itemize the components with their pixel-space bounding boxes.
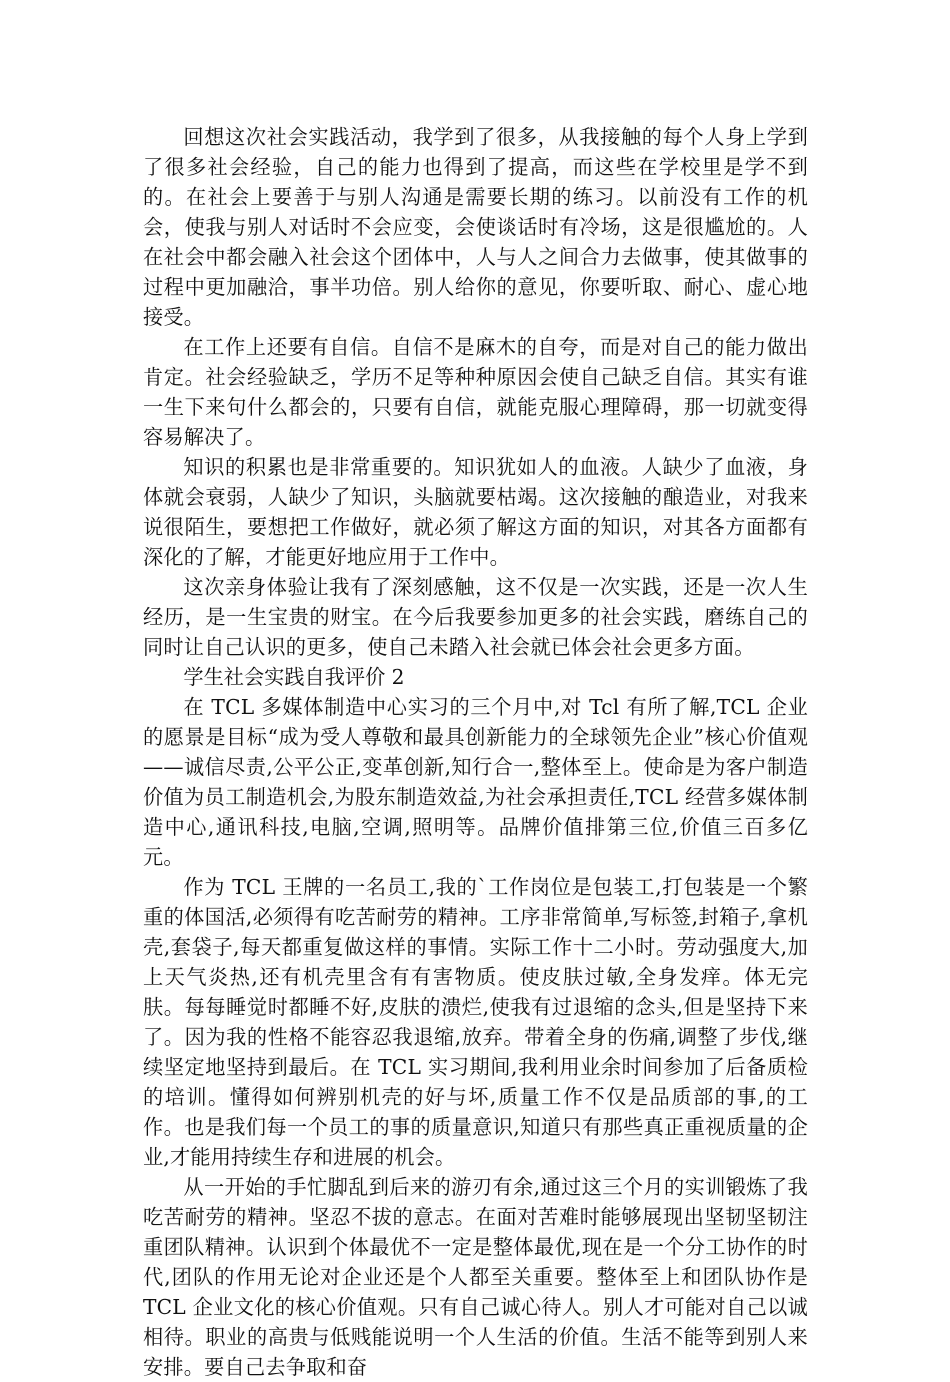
paragraph-experience: 这次亲身体验让我有了深刻感触，这不仅是一次实践，还是一次人生经历，是一生宝贵的财宝。在今后我要参加更多的社会实践，磨练自己的同时让自己认识的更多，使自己未踏入社会就已体会社会更多方面。 (143, 575, 808, 659)
paragraph-knowledge: 知识的积累也是非常重要的。知识犹如人的血液。人缺少了血液，身体就会衰弱，人缺少了知识，头脑就要枯竭。这次接触的酿造业，对我来说很陌生，要想把工作做好，就必须了解这方面的知识，对其各方面都有深化的了解，才能更好地应用于工作中。 (143, 455, 808, 569)
paragraph-confidence: 在工作上还要有自信。自信不是麻木的自夸，而是对自己的能力做出肯定。社会经验缺乏，学历不足等种种原因会使自己缺乏自信。其实有谁一生下来句什么都会的，只要有自信，就能克服心理障碍，那一切就变得容易解决了。 (143, 335, 808, 449)
section-heading: 学生社会实践自我评价 2 (183, 665, 405, 689)
paragraph-reflection: 回想这次社会实践活动，我学到了很多，从我接触的每个人身上学到了很多社会经验，自己的能力也得到了提高，而这些在学校里是学不到的。在社会上要善于与别人沟通是需要长期的练习。以前没有工作的机会，使我与别人对话时不会应变，会使谈话时有冷场，这是很尴尬的。人在社会中都会融入社会这个团体中，人与人之间合力去做事，使其做事的过程中更加融洽，事半功倍。别人给你的意见，你要听取、耐心、虚心地接受。 (143, 125, 808, 329)
paragraph-tcl-intro: 在 TCL 多媒体制造中心实习的三个月中,对 Tcl 有所了解,TCL 企业的愿景是目标“成为受人尊敬和最具创新能力的全球领先企业”核心价值观——诚信尽责,公平公正,变革创新,知行合一,整体至上。使命是为客户制造价值为员工制造机会,为股东制造效益,为社会承担责任,TCL 经营多媒体制造中心,通讯科技,电脑,空调,照明等。品牌价值排第三位,价值三百多亿元。 (143, 695, 808, 869)
paragraph-tcl-work: 作为 TCL 王牌的一名员工,我的`工作岗位是包装工,打包装是一个繁重的体国活,必须得有吃苦耐劳的精神。工序非常简单,写标签,封箱子,拿机壳,套袋子,每天都重复做这样的事情。实际工作十二小时。劳动强度大,加上天气炎热,还有机壳里含有有害物质。使皮肤过敏,全身发痒。体无完肤。每每睡觉时都睡不好,皮肤的溃烂,使我有过退缩的念头,但是坚持下来了。因为我的性格不能容忍我退缩,放弃。带着全身的伤痛,调整了步伐,继续坚定地坚持到最后。在 TCL 实习期间,我利用业余时间参加了后备质检的培训。懂得如何辨别机壳的好与坏,质量工作不仅是品质部的事,的工作。也是我们每一个员工的事的质量意识,知道只有那些真正重视质量的企业,才能用持续生存和进展的机会。 (143, 875, 808, 1169)
document-page (143, 122, 808, 1382)
paragraph-tcl-growth: 从一开始的手忙脚乱到后来的游刃有余,通过这三个月的实训锻炼了我吃苦耐劳的精神。坚忍不拔的意志。在面对苦难时能够展现出坚韧坚韧注重团队精神。认识到个体最优不一定是整体最优,现在是一个分工协作的时代,团队的作用无论对企业还是个人都至关重要。整体至上和团队协作是 TCL 企业文化的核心价值观。只有自己诚心待人。别人才可能对自己以诚相待。职业的高贵与低贱能说明一个人生活的价值。生活不能等到别人来安排。要自己去争取和奋 (143, 1175, 808, 1379)
